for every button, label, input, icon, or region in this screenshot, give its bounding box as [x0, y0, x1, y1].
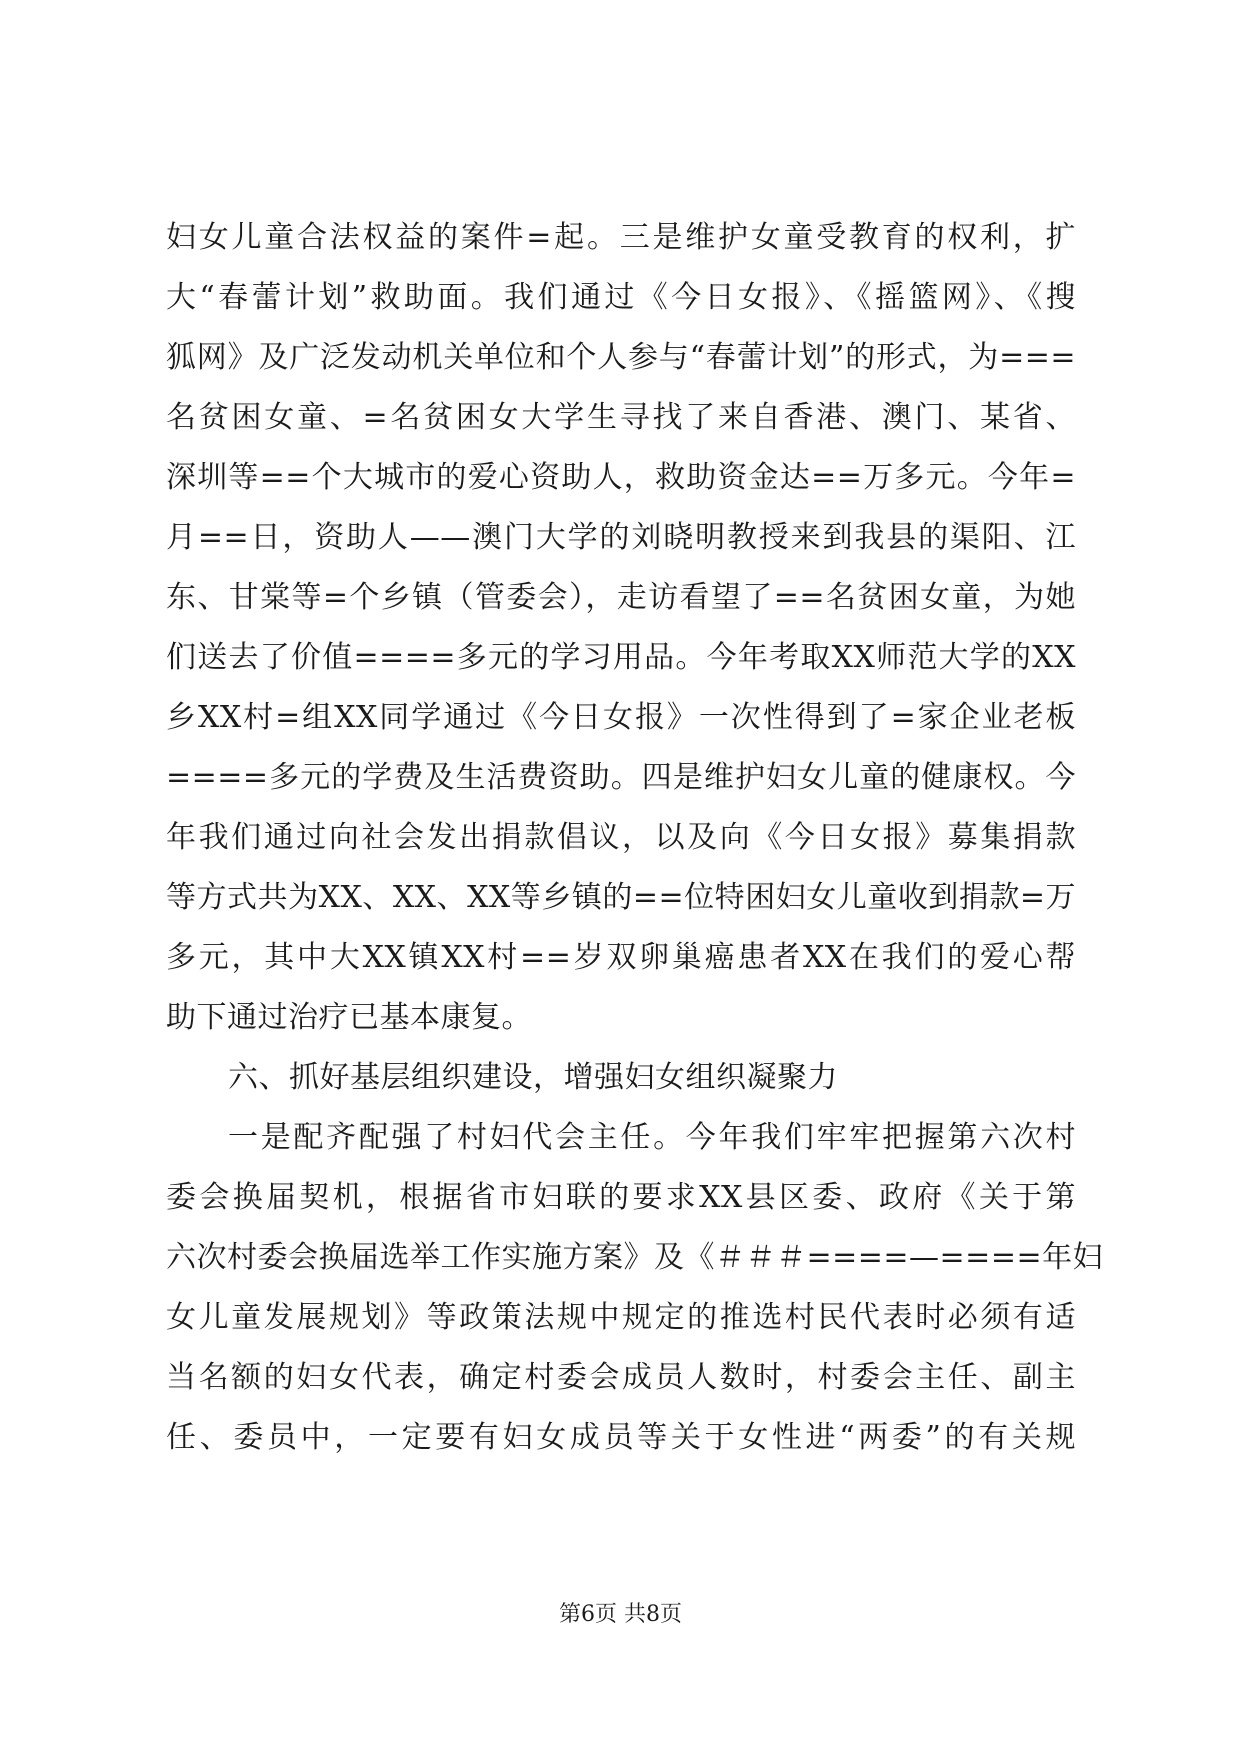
body-line: 们送去了价值====多元的学习用品。今年考取XX师范大学的XX	[166, 640, 1076, 675]
body-line: 深圳等==个大城市的爱心资助人，救助资金达==万多元。今年=	[166, 460, 1076, 495]
body-line: 当名额的妇女代表，确定村委会成员人数时，村委会主任、副主	[166, 1360, 1076, 1395]
body-line: 一是配齐配强了村妇代会主任。今年我们牢牢把握第六次村	[228, 1120, 1076, 1155]
body-line: 狐网》及广泛发动机关单位和个人参与“春蕾计划”的形式，为===	[166, 340, 1076, 375]
body-line: 助下通过治疗已基本康复。	[166, 1000, 532, 1035]
body-line: 东、甘棠等=个乡镇（管委会），走访看望了==名贫困女童，为她	[166, 580, 1076, 615]
body-line: ====多元的学费及生活费资助。四是维护妇女儿童的健康权。今	[166, 760, 1076, 795]
body-line: 委会换届契机，根据省市妇联的要求XX县区委、政府《关于第	[166, 1180, 1076, 1215]
body-line: 任、委员中，一定要有妇女成员等关于女性进“两委”的有关规	[166, 1420, 1076, 1455]
body-line: 多元，其中大XX镇XX村==岁双卵巢癌患者XX在我们的爱心帮	[166, 940, 1076, 975]
body-line: 六次村委会换届选举工作实施方案》及《＃＃＃====—====年妇	[166, 1240, 1104, 1275]
section-heading: 六、抓好基层组织建设，增强妇女组织凝聚力	[228, 1060, 838, 1095]
body-line: 妇女儿童合法权益的案件=起。三是维护女童受教育的权利，扩	[166, 220, 1076, 255]
body-line: 等方式共为XX、XX、XX等乡镇的==位特困妇女儿童收到捐款=万	[166, 880, 1076, 915]
body-line: 月==日，资助人——澳门大学的刘晓明教授来到我县的渠阳、江	[166, 520, 1076, 555]
body-line: 乡XX村=组XX同学通过《今日女报》一次性得到了=家企业老板	[166, 700, 1076, 735]
body-line: 名贫困女童、=名贫困女大学生寻找了来自香港、澳门、某省、	[166, 400, 1076, 435]
page-number-footer: 第6页 共8页	[559, 1602, 682, 1627]
body-line: 大“春蕾计划”救助面。我们通过《今日女报》、《摇篮网》、《搜	[166, 280, 1076, 315]
body-line: 年我们通过向社会发出捐款倡议，以及向《今日女报》募集捐款	[166, 820, 1076, 855]
body-line: 女儿童发展规划》等政策法规中规定的推选村民代表时必须有适	[166, 1300, 1076, 1335]
